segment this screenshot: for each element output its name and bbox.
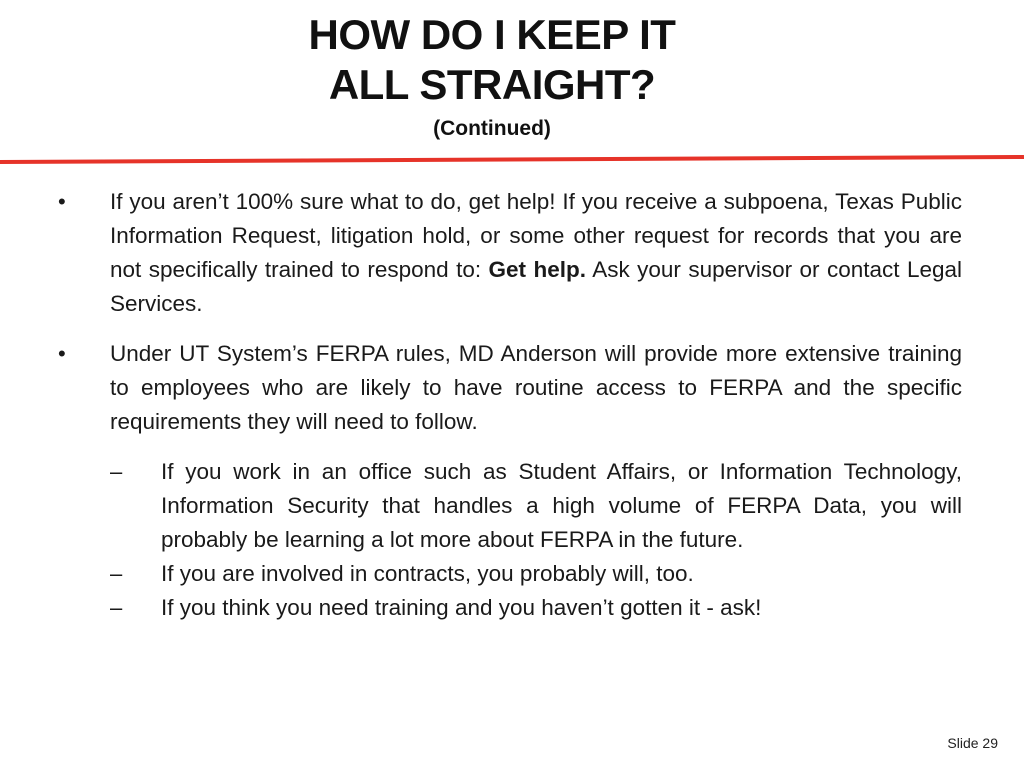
sub-bullet-text: If you are involved in contracts, you probably will, too. <box>161 561 694 586</box>
bullet-mark: • <box>58 341 66 366</box>
sub-bullet-mark: – <box>110 459 123 484</box>
sub-bullet-text: If you think you need training and you haven’t gotten it - ask! <box>161 595 762 620</box>
slide-number: Slide 29 <box>947 735 998 751</box>
sub-bullet-list <box>110 455 962 625</box>
title-line-1: HOW DO I KEEP IT <box>308 11 676 58</box>
sub-bullet-mark: – <box>110 595 123 620</box>
sub-bullet-item <box>110 557 962 591</box>
bullet-item <box>58 337 962 439</box>
bullet-text: Under UT System’s FERPA rules, MD Anderson will provide more extensive training to employees who are likely to have routine access to FERPA and the specific requirements they will need to follow. <box>110 341 962 434</box>
sub-bullet-item <box>110 591 962 625</box>
title-divider <box>0 155 1024 164</box>
sub-bullet-text: If you work in an office such as Student Affairs, or Information Technology, Information Security that handles a high volume of FERPA Data, you will probably be learning a lot more about FERPA in the future. <box>161 459 962 552</box>
slide-title <box>0 10 984 142</box>
slide-subtitle: (Continued) <box>433 117 551 140</box>
sub-bullet-mark: – <box>110 561 123 586</box>
bullet-item <box>58 185 962 321</box>
bullet-text <box>110 185 962 321</box>
bullet-mark: • <box>58 189 66 214</box>
bullet-emphasis: Get help. <box>488 257 586 282</box>
slide-content <box>58 185 962 625</box>
title-line-2: ALL STRAIGHT? <box>328 61 656 108</box>
bullet-text-part: If you aren’t 100% sure what to do, get help! If you receive a subpoena, Texas Public Information Request, litigation hold, or some other request for records that you are not specifically trained to respond to: <box>110 189 962 282</box>
sub-bullet-item <box>110 455 962 557</box>
bullet-text-part: Ask your supervisor or contact Legal Services. <box>110 257 963 316</box>
